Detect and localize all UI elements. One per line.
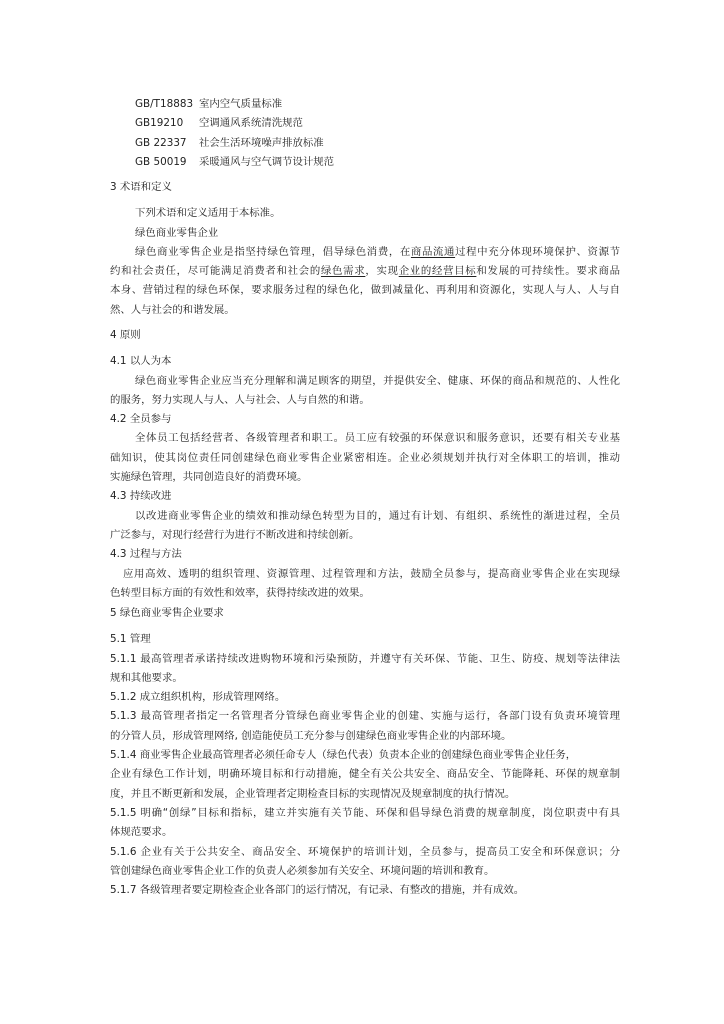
definition-line xyxy=(110,243,620,262)
text-span: 和发展的可持续性。要求商品 xyxy=(476,265,621,278)
paragraph-line: 5.1.6 企业有关于公共安全、商品安全、环境保护的培训计划，全员参与，提高员工安全和环保意识；分 xyxy=(110,845,620,858)
paragraph-line: 全体员工包括经营者、各级管理者和职工。员工应有较强的环保意识和服务意识，还要有相关专业基 xyxy=(135,432,620,445)
definition-line xyxy=(110,262,620,281)
definition-line: 然、人与社会的和谐发展。 xyxy=(110,303,235,316)
paragraph-line: 度，并且不断更新和发展，企业管理者定期检查目标的实现情况及规章制度的执行情况。 xyxy=(110,787,516,800)
clause-heading: 4.1 以人为本 xyxy=(110,355,172,368)
paragraph-line: 色转型目标方面的有效性和效率，获得持续改进的效果。 xyxy=(110,586,370,599)
underlined-term: 企业的经营目标 xyxy=(398,265,477,278)
paragraph-line: 5.1.1 最高管理者承诺持续改进购物环境和污染预防，并遵守有关环保、节能、卫生、防疫、规划等法律法 xyxy=(110,652,620,665)
reference-item xyxy=(110,95,620,114)
underlined-term: 商品流通 xyxy=(410,245,456,258)
text-span: 约和社会责任，尽可能满足消费者和社会的 xyxy=(110,265,321,278)
reference-list xyxy=(110,95,620,172)
reference-item xyxy=(110,153,620,172)
term-title: 绿色商业零售企业 xyxy=(135,226,219,239)
paragraph-line: 5.1.7 各级管理者要定期检查企业各部门的运行情况，有记录、有整改的措施，并有成效。 xyxy=(110,884,525,897)
text-span: 过程中充分体现环境保护、资源节 xyxy=(455,245,621,258)
underlined-term: 绿色需求 xyxy=(320,265,366,278)
paragraph-line: 的分管人员，形成管理网络, 创造能使员工充分参与创建绿色商业零售企业的内部环境。 xyxy=(110,729,512,742)
paragraph-line: 绿色商业零售企业应当充分理解和满足顾客的期望，并提供安全、健康、环保的商品和规范的、人性化 xyxy=(135,374,620,387)
reference-name: 采暖通风与空气调节设计规范 xyxy=(199,155,335,168)
section-3 xyxy=(110,178,620,320)
paragraph-line: 础知识，使其岗位责任同创建绿色商业零售企业紧密相连。企业必须规划并执行对全体职工的培训，推动 xyxy=(110,451,620,464)
reference-code: GB 22337 xyxy=(135,136,187,149)
paragraph-line: 5.1.4 商业零售企业最高管理者必须任命专人（绿色代表）负责本企业的创建绿色商业零售企业任务， xyxy=(110,749,577,762)
reference-code: GB19210 xyxy=(135,117,184,130)
paragraph-line: 应用高效、透明的组织管理、资源管理、过程管理和方法，鼓励全员参与，提高商业零售企业在实现绿 xyxy=(123,567,620,580)
paragraph-line: 的服务，努力实现人与人、人与社会、人与自然的和谐。 xyxy=(110,393,370,406)
reference-name: 空调通风系统清洗规范 xyxy=(199,117,303,130)
section-4 xyxy=(110,326,620,603)
clause-heading: 4.2 全员参与 xyxy=(110,413,172,426)
clause-heading: 5.1 管理 xyxy=(110,633,151,646)
text-span: ，实现 xyxy=(365,265,399,278)
section-5 xyxy=(110,604,620,900)
section-heading: 3 术语和定义 xyxy=(110,181,172,193)
paragraph: 下列术语和定义适用于本标准。 xyxy=(135,207,281,220)
paragraph-line: 实施绿色管理，共同创造良好的消费环境。 xyxy=(110,471,308,484)
paragraph-line: 5.1.2 成立组织机构，形成管理网络。 xyxy=(110,691,286,704)
section-heading: 4 原则 xyxy=(110,329,141,341)
reference-code: GB 50019 xyxy=(135,155,187,168)
clause-heading: 4.3 过程与方法 xyxy=(110,548,182,561)
reference-name: 室内空气质量标准 xyxy=(199,98,283,110)
paragraph-line: 5.1.5 明确“创绿”目标和指标，建立并实施有关节能、环保和倡导绿色消费的规章制度，岗位职责中有具 xyxy=(110,806,620,819)
reference-item xyxy=(110,134,620,153)
paragraph-line: 企业有绿色工作计划，明确环境目标和行动措施，健全有关公共安全、商品安全、节能降耗、环保的规章制 xyxy=(110,768,620,781)
paragraph-line: 广泛参与，对现行经营行为进行不断改进和持续创新。 xyxy=(110,528,360,541)
paragraph-line: 5.1.3 最高管理者指定一名管理者分管绿色商业零售企业的创建、实施与运行，各部门设有负责环境管理 xyxy=(110,710,620,723)
text-span: 绿色商业零售企业是指坚持绿色管理，倡导绿色消费，在 xyxy=(135,245,411,258)
reference-code: GB/T18883 xyxy=(135,98,194,110)
paragraph-line: 体规范要求。 xyxy=(110,826,173,839)
reference-item xyxy=(110,114,620,133)
definition-line: 本身、营销过程的绿色环保，要求服务过程的绿色化，做到减量化、再利用和资源化，实现人与人、人与自 xyxy=(110,284,620,297)
paragraph-line: 规和其他要求。 xyxy=(110,671,183,684)
reference-name: 社会生活环境噪声排放标准 xyxy=(199,136,324,149)
paragraph-line: 管创建绿色商业零售企业工作的负责人必须参加有关安全、环境问题的培训和教育。 xyxy=(110,864,495,877)
clause-heading: 4.3 持续改进 xyxy=(110,490,172,503)
paragraph-line: 以改进商业零售企业的绩效和推动绿色转型为目的，通过有计划、有组织、系统性的渐进过程，全员 xyxy=(135,509,620,522)
section-heading: 5 绿色商业零售企业要求 xyxy=(110,607,224,619)
